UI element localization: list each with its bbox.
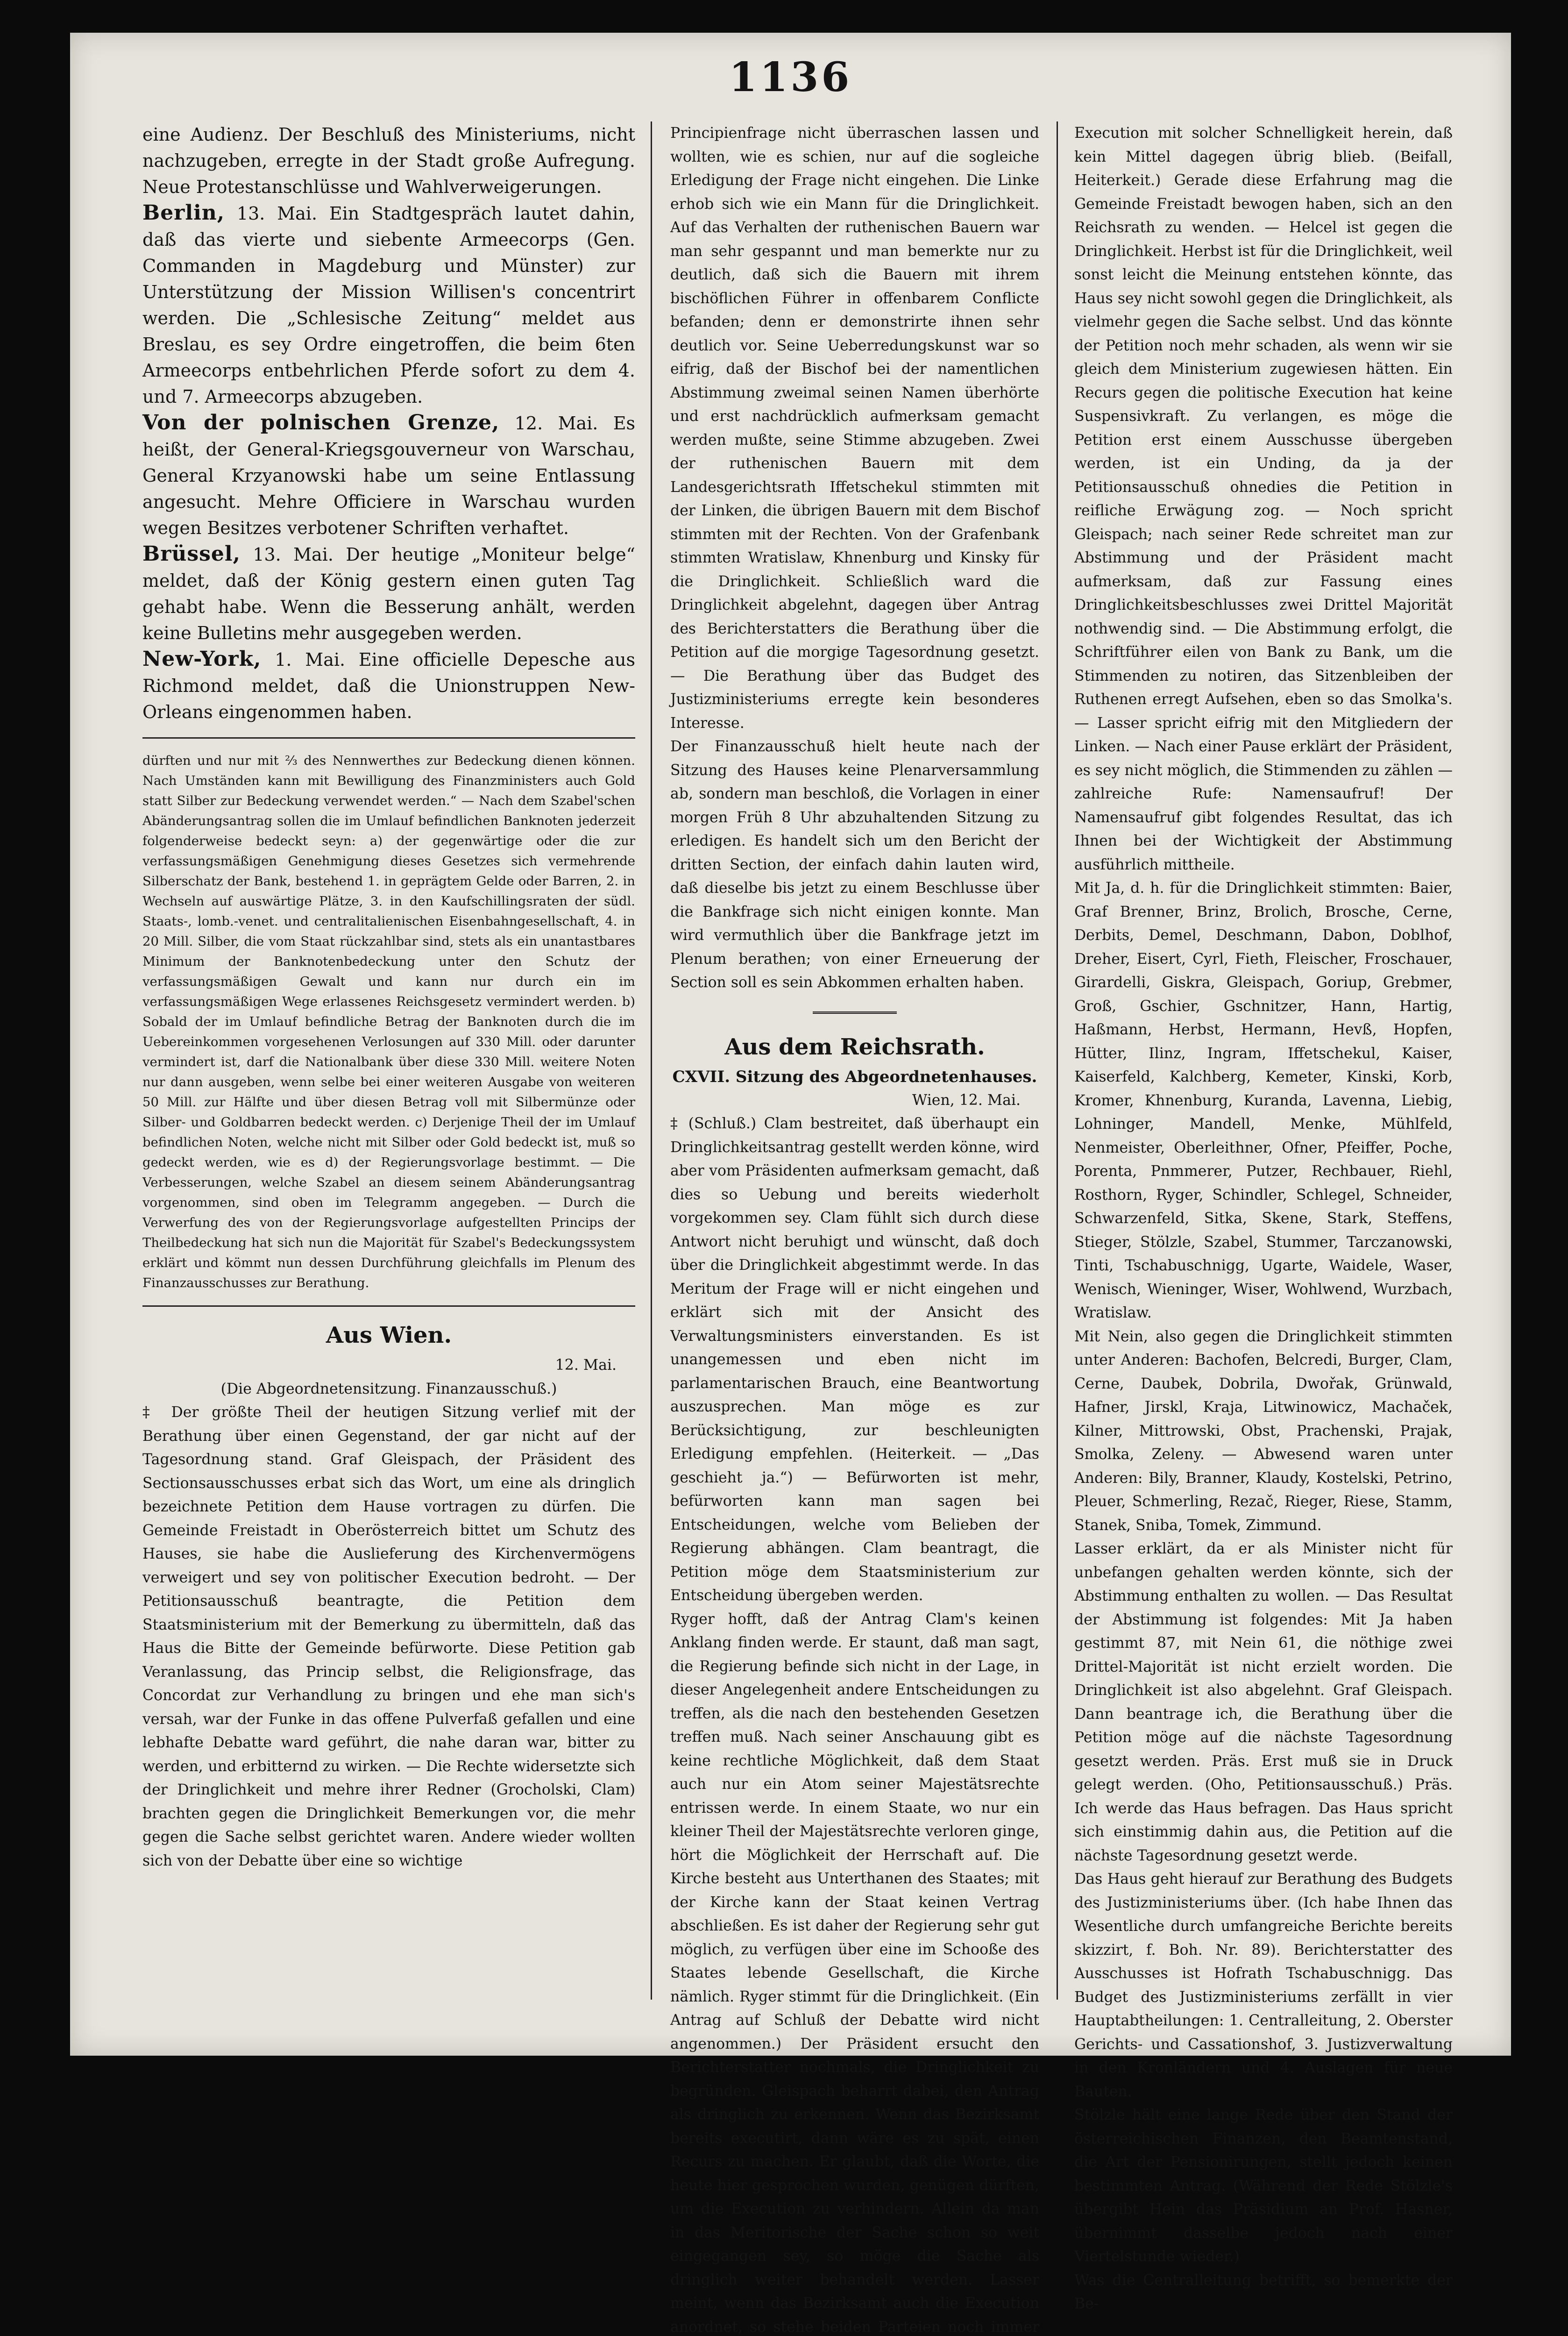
article-intro: eine Audienz. Der Beschluß des Ministeriums, nicht nachzugeben, erregte in der Stadt große Aufregung. Neue Protestanschlüsse und Wahlverweigerungen. — [142, 121, 635, 200]
news-poland — [142, 410, 635, 541]
article-body: Der Finanzausschuß hielt heute nach der Sitzung des Hauses keine Plenarversammlung ab, sondern man beschloß, die Vorlagen in einer morgen Früh 8 Uhr abzuhaltenden Sitzung zu erledigen. Es handelt sich um den Bericht der dritten Section, der einfach dahin lauten wird, daß dieselbe bis jetzt zu einem Beschlusse über die Bankfrage sich nicht einigen konnte. Man wird vermuthlich über die Bankfrage jetzt im Plenum berathen; von einer Erneuerung der Section soll es sein Abkommen erhalten haben. — [670, 735, 1039, 995]
column-rule — [1057, 121, 1058, 2000]
column-middle — [670, 121, 1039, 2000]
news-text: 1. Mai. Eine officielle Depesche aus Richmond meldet, daß die Unionstruppen New-Orleans eingenommen haben. — [142, 649, 635, 722]
dateline: Wien, 12. Mai. — [670, 1089, 1039, 1112]
section-heading-wien: Aus Wien. — [142, 1319, 635, 1352]
dateline-place: Berlin, — [142, 201, 225, 225]
dateline-place: Von der polnischen Grenze, — [142, 411, 499, 434]
article-body: ‡ (Schluß.) Clam bestreitet, daß überhaupt ein Dringlichkeitsantrag gestellt werden könne, wird aber vom Präsidenten aufmerksam gemacht, daß dies so Uebung und bereits wiederholt vorgekommen sey. Clam fühlt sich durch diese Antwort nicht beruhigt und wünscht, daß doch über die Dringlichkeit abgestimmt werde. In das Meritum der Frage will er nicht eingehen und erklärt sich mit der Ansicht des Verwaltungsministers einverstanden. Es ist unangemessen und eben nicht im parlamentarischen Brauch, eine Beantwortung auszusprechen. Man möge es zur Berücksichtigung, zur beschleunigten Erledigung empfehlen. (Heiterkeit. — „Das geschieht ja.“) — Befürworten ist mehr, befürworten kann man sagen bei Entscheidungen, welche vom Belieben der Regierung abhängen. Clam beantragt, die Petition möge dem Staatsministerium zur Entscheidung übergeben werden. — [670, 1112, 1039, 1608]
article-body: ‡ Der größte Theil der heutigen Sitzung verlief mit der Berathung über einen Gegenstand, der gar nicht auf der Tagesordnung stand. Graf Gleispach, der Präsident des Sectionsausschusses erbat sich das Wort, um eine als dringlich bezeichnete Petition dem Hause vortragen zu dürfen. Die Gemeinde Freistadt in Oberösterreich bittet um Schutz des Hauses, sie habe die Auslieferung des Kirchenvermögens verweigert und sey von politischer Execution bedroht. — Der Petitionsausschuß beantragte, die Petition dem Staatsministerium mit der Bemerkung zu übermitteln, daß das Haus die Bitte der Gemeinde befürworte. Diese Petition gab Veranlassung, das Princip selbst, die Religionsfrage, das Concordat zur Verhandlung zu bringen und ehe man sich's versah, war der Funke in das offene Pulverfaß gefallen und eine lebhafte Debatte ward geführt, die nahe daran war, bitter zu werden, und erbitternd zu wirken. — Die Rechte widersetzte sich der Dringlichkeit und mehre ihrer Redner (Grocholski, Clam) brachten gegen die Dringlichkeit Bemerkungen vor, die mehr gegen die Sache selbst gerichtet waren. Andere wieder wollten sich von der Debatte über eine so wichtige — [142, 1401, 635, 1873]
news-brussels — [142, 541, 635, 646]
dateline-place: Brüssel, — [142, 542, 241, 566]
article-subtitle: (Die Abgeordnetensitzung. Finanzausschuß.) — [142, 1377, 635, 1401]
article-body: Principienfrage nicht überraschen lassen und wollten, wie es schien, nur auf die sogleiche Erledigung der Frage nicht eingehen. Die Linke erhob sich wie ein Mann für die Dringlichkeit. Auf das Verhalten der ruthenischen Bauern war man sehr gespannt und man bemerkte nur zu deutlich, daß sich die Bauern mit ihrem bischöflichen Führer in offenbarem Conflicte befanden; denn er demonstrirte ihnen sehr deutlich vor. Seine Ueberredungskunst war so eifrig, daß der Bischof bei der namentlichen Abstimmung zweimal seinen Namen überhörte und erst nachdrücklich aufmerksam gemacht werden mußte, seine Stimme abzugeben. Zwei der ruthenischen Bauern mit dem Landesgerichtsrath Iffetschekul stimmten mit der Linken, die übrigen Bauern mit dem Bischof stimmten mit der Rechten. Von der Grafenbank stimmten Wratislaw, Khnenburg und Kinsky für die Dringlichkeit. Schließlich ward die Dringlichkeit abgelehnt, dagegen über Antrag des Berichterstatters die Berathung über die Petition auf die morgige Tagesordnung gesetzt. — Die Berathung über das Budget des Justizministeriums erregte kein besonderes Interesse. — [670, 121, 1039, 735]
article-body: Das Haus geht hierauf zur Berathung des Budgets des Justizministeriums über. (Ich habe Ihnen das Wesentliche durch umfangreiche Berichte bereits skizzirt, f. Boh. Nr. 89). Berichterstatter des Ausschusses ist Hofrath Tschabuschnigg. Das Budget des Justizministeriums zerfällt in vier Hauptabtheilungen: 1. Centralleitung, 2. Oberster Gerichts- und Cassationshof, 3. Justizverwaltung in den Kronländern und 4. Auslagen für neue Bauten. — [1074, 1867, 1453, 2103]
dateline: 12. Mai. — [142, 1353, 635, 1377]
news-berlin — [142, 200, 635, 410]
section-divider — [142, 737, 635, 739]
page-number: 1136 — [70, 54, 1511, 101]
dateline-place: New-York, — [142, 647, 261, 671]
article-continuation: dürften und nur mit ⅔ des Nennwerthes zur Bedeckung dienen können. Nach Umständen kann mit Bewilligung des Finanzministers auch Gold statt Silber zur Bedeckung verwendet werden.“ — Nach dem Szabel'schen Abänderungsantrag sollen die im Umlauf befindlichen Banknoten jederzeit folgenderweise bedeckt seyn: a) der gegenwärtige oder die zur verfassungsmäßigen Genehmigung dieses Gesetzes sich vermehrende Silberschatz der Bank, bestehend 1. in geprägtem Gelde oder Barren, 2. in Wechseln auf auswärtige Plätze, 3. in den Kaufschillingsraten der südl. Staats-, lomb.-venet. und centralitalienischen Eisenbahngesellschaft, 4. in 20 Mill. Silber, die vom Staat rückzahlbar sind, stets als ein unantastbares Minimum der Banknotenbedeckung unter den Schutz der verfassungsmäßigen Gewalt und kann nur durch ein im verfassungsmäßigen Wege erlassenes Reichsgesetz vermindert werden. b) Sobald der im Umlauf befindliche Betrag der Banknoten durch die im Uebereinkommen vorgesehenen Verlosungen auf 330 Mill. oder darunter vermindert ist, darf die Nationalbank über diese 330 Mill. weitere Noten nur dann ausgeben, wenn selbe bei einer weiteren Ausgabe von weiteren 50 Mill. zur Hälfte und über diesen Betrag voll mit Silbermünze oder Silber- und Goldbarren bedeckt werden. c) Derjenige Theil der im Umlauf befindlichen Noten, welche nicht mit Silber oder Gold bedeckt ist, muß so gedeckt werden, wie es d) der Regierungsvorlage bestimmt. — Die Verbesserungen, welche Szabel an diesem seinem Abänderungsantrag vorgenommen, sind oben im Telegramm angegeben. — Durch die Verwerfung des von der Regierungsvorlage aufgestellten Princips der Theilbedeckung hat sich nun die Majorität für Szabel's Bedeckungssystem erklärt und kömmt nun dessen Durchführung gleichfalls im Plenum des Finanzausschusses zur Berathung. — [142, 751, 635, 1293]
article-body: Was die Centralleitung betrifft, so bemerkte der Be- — [1074, 2269, 1453, 2316]
news-newyork — [142, 646, 635, 725]
section-divider — [813, 1011, 897, 1014]
article-body: Lasser erklärt, da er als Minister nicht für unbefangen gehalten werden könnte, sich der Abstimmung enthalten zu wollen. — Das Resultat der Abstimmung ist folgendes: Mit Ja haben gestimmt 87, mit Nein 61, die nöthige zwei Drittel-Majorität ist nicht erzielt worden. Die Dringlichkeit ist also abgelehnt. Graf Gleispach. Dann beantrage ich, die Berathung über die Petition möge auf die nächste Tagesordnung gesetzt werden. Präs. Erst muß sie in Druck gelegt werden. (Oho, Petitionsausschuß.) Präs. Ich werde das Haus befragen. Das Haus spricht sich einstimmig dahin aus, die Petition auf die nächste Tagesordnung gesetzt werde. — [1074, 1537, 1453, 1867]
section-subheading: CXVII. Sitzung des Abgeordnetenhauses. — [670, 1065, 1039, 1089]
article-body: Stölzle hält eine lange Rede über den Stand der österreichischen Finanzen, den Beamtenstand, die Art der Pensionirungen, stellt jedoch keinen bestimmten Antrag. (Während der Rede Stölzle's übergibt Hein das Präsidium an Prof. Hasner, übernimmt dasselbe jedoch nach einer Viertelstunde wieder.) — [1074, 2103, 1453, 2269]
article-body: Execution mit solcher Schnelligkeit herein, daß kein Mittel dagegen übrig blieb. (Beifall, Heiterkeit.) Gerade diese Erfahrung mag die Gemeinde Freistadt bewogen haben, sich an den Reichsrath zu wenden. — Helcel ist gegen die Dringlichkeit. Herbst ist für die Dringlichkeit, weil sonst leicht die Meinung entstehen könnte, das Haus sey nicht sowohl gegen die Dringlichkeit, als vielmehr gegen die Sache selbst. Und das könnte der Petition noch mehr schaden, als wenn wir sie gleich dem Ministerium zugewiesen hätten. Ein Recurs gegen die politische Execution hat keine Suspensivkraft. Zu verlangen, es möge die Petition erst einem Ausschusse übergeben werden, ist ein Unding, da ja der Petitionsausschuß ohnedies die Petition in reifliche Erwägung zog. — Noch spricht Gleispach; nach seiner Rede schreitet man zur Abstimmung und der Präsident macht aufmerksam, daß zur Fassung eines Dringlichkeitsbeschlusses zwei Drittel Majorität nothwendig sind. — Die Abstimmung erfolgt, die Schriftführer eilen von Bank zu Bank, um die Stimmenden zu notiren, das Sitzenbleiben der Ruthenen erregt Aufsehen, eben so das Smolka's. — Lasser spricht eifrig mit den Mitgliedern der Linken. — Nach einer Pause erklärt der Präsident, es sey nicht möglich, die Stimmenden zu zählen — zahlreiche Rufe: Namensaufruf! Der Namensaufruf gibt folgendes Resultat, das ich Ihnen bei der Wichtigkeit der Abstimmung ausführlich mittheile. — [1074, 121, 1453, 876]
section-heading-reichsrath: Aus dem Reichsrath. — [670, 1031, 1039, 1063]
column-right — [1074, 121, 1453, 2000]
newspaper-page — [70, 33, 1511, 2056]
article-body: Ryger hofft, daß der Antrag Clam's keinen Anklang finden werde. Er staunt, daß man sagt, die Regierung befinde sich nicht in der Lage, in dieser Angelegenheit andere Entscheidungen zu treffen, als die nach den bestehenden Gesetzen treffen muß. Nach seiner Anschauung gibt es keine rechtliche Möglichkeit, daß dem Staat auch nur ein Atom seiner Majestätsrechte entrissen werde. In einem Staate, wo nur ein kleiner Theil der Majestätsrechte verloren ginge, hört die Möglichkeit der Herrschaft auf. Die Kirche besteht aus Unterthanen des Staates; mit der Kirche kann der Staat keinen Vertrag abschließen. Es ist daher der Regierung sehr gut möglich, zu verfügen über eine im Schooße des Staates lebende Gesellschaft, die Kirche nämlich. Ryger stimmt für die Dringlichkeit. (Ein Antrag auf Schluß der Debatte wird nicht angenommen.) Der Präsident ersucht den Berichterstatter nochmals, die Dringlichkeit zu begründen. Gleispach beharrt dabei, den Antrag als dringlich zu erkennen. Wenn das Bezirksamt bereits executirt, dann wäre es zu spät, einen Recurs zu machen. Er glaubt, daß die Worte, die heute hier gesprochen wurden, genügen dürften, um die Execution zu verhindern. Allein da man in das Meritorische der Sache schon so weit eingegangen sey, so möge die Sache als dringlich weiter behandelt werden. Lasser meint, wenn das Bezirksamt auch die Execution anordnet, so stehe beiden Parteien noch immer — [670, 1608, 1039, 2336]
news-text: 13. Mai. Ein Stadtgespräch lautet dahin, daß das vierte und siebente Armeecorps (Gen. Commanden in Magdeburg und Münster) zur Unterstützung der Mission Willisen's concentrirt werden. Die „Schlesische Zeitung“ meldet aus Breslau, es sey Ordre eingetroffen, die beim 6ten Armeecorps entbehrlichen Pferde sofort zu dem 4. und 7. Armeecorps abzugeben. — [142, 203, 635, 407]
column-left — [142, 121, 635, 2000]
news-text: 13. Mai. Der heutige „Moniteur belge“ meldet, daß der König gestern einen guten Tag gehabt habe. Wenn die Besserung anhält, werden keine Bulletins mehr ausgegeben werden. — [142, 544, 635, 643]
column-rule — [651, 121, 652, 2000]
section-divider — [142, 1305, 635, 1307]
vote-list-no: Mit Nein, also gegen die Dringlichkeit stimmten unter Anderen: Bachofen, Belcredi, Burger, Clam, Cerne, Daubek, Dobrila, Dwořak, Grünwald, Hafner, Jirskl, Kraja, Litwinowicz, Machaček, Kilner, Mittrowski, Obst, Prachenski, Prajak, Smolka, Zeleny. — Abwesend waren unter Anderen: Bily, Branner, Klaudy, Kostelski, Petrino, Pleuer, Schmerling, Rezač, Rieger, Riese, Stamm, Stanek, Sniba, Tomek, Zimmund. — [1074, 1325, 1453, 1538]
vote-list-yes: Mit Ja, d. h. für die Dringlichkeit stimmten: Baier, Graf Brenner, Brinz, Brolich, Brosche, Cerne, Derbits, Demel, Deschmann, Dabon, Doblhof, Dreher, Eisert, Cyrl, Fieth, Fleischer, Froschauer, Girardelli, Giskra, Gleispach, Goriup, Grebmer, Groß, Gschier, Gschnitzer, Hann, Hartig, Haßmann, Herbst, Hermann, Hevß, Hopfen, Hütter, Ilinz, Ingram, Iffetschekul, Kaiser, Kaiserfeld, Kalchberg, Kemeter, Kinski, Korb, Kromer, Khnenburg, Kuranda, Lavenna, Liebig, Lohninger, Mandell, Menke, Mühlfeld, Nenmeister, Oberleithner, Ofner, Pfeiffer, Poche, Porenta, Pnmmerer, Putzer, Rechbauer, Riehl, Rosthorn, Ryger, Schindler, Schlegel, Schneider, Schwarzenfeld, Sitka, Skene, Stark, Steffens, Stieger, Stölzle, Szabel, Stummer, Tarczanowski, Tinti, Tschabuschnigg, Ugarte, Waidele, Waser, Wenisch, Wieninger, Wiser, Wohlwend, Wurzbach, Wratislaw. — [1074, 876, 1453, 1325]
news-text: 12. Mai. Es heißt, der General-Kriegsgouverneur von Warschau, General Krzyanowski habe um seine Entlassung angesucht. Mehre Officiere in Warschau wurden wegen Besitzes verbotener Schriften verhaftet. — [142, 413, 635, 538]
